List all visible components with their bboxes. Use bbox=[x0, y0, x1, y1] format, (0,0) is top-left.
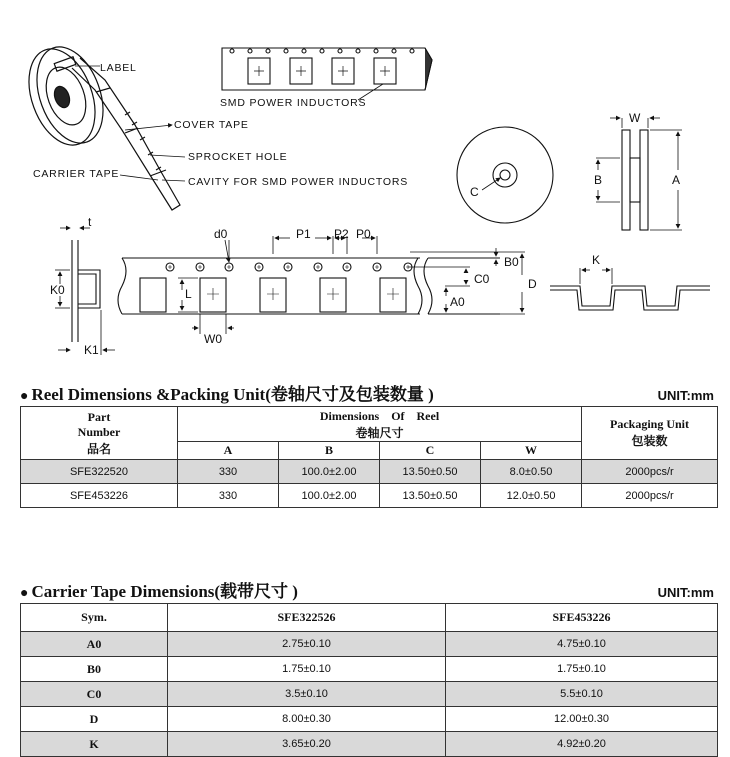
col-w-header: W bbox=[481, 442, 582, 460]
cover-tape-text: COVER TAPE bbox=[174, 119, 249, 131]
value-cell: 8.00±0.30 bbox=[168, 707, 446, 732]
symbol-c0: C0 bbox=[474, 272, 490, 286]
symbol-a0: A0 bbox=[450, 295, 465, 309]
table-row bbox=[21, 657, 718, 682]
leader-lines bbox=[75, 66, 185, 181]
table-row bbox=[21, 632, 718, 657]
reel-front-view bbox=[457, 127, 553, 223]
part-cell: SFE453226 bbox=[21, 484, 178, 508]
packaging-diagram bbox=[0, 0, 730, 370]
symbol-d: D bbox=[528, 277, 537, 291]
b-cell: 100.0±2.00 bbox=[279, 460, 380, 484]
c-cell: 13.50±0.50 bbox=[380, 460, 481, 484]
reel-illustration bbox=[17, 38, 180, 210]
reel-title-text: Reel Dimensions &Packing Unit(卷轴尺寸及包装数量 ) bbox=[31, 385, 434, 404]
reel-unit: UNIT:mm bbox=[657, 388, 714, 403]
value-cell: 4.92±0.20 bbox=[446, 732, 718, 757]
table-row bbox=[21, 732, 718, 757]
packaging-header bbox=[582, 407, 718, 460]
symbol-k0: K0 bbox=[50, 283, 65, 297]
packaging-header-en: Packaging Unit bbox=[610, 417, 690, 431]
value-cell: 2.75±0.10 bbox=[168, 632, 446, 657]
carrier-tape-text: CARRIER TAPE bbox=[33, 168, 120, 180]
sym-cell: B0 bbox=[21, 657, 168, 682]
reel-side-view bbox=[596, 118, 682, 230]
symbol-w0: W0 bbox=[204, 332, 222, 346]
carrier-title-text: Carrier Tape Dimensions(载带尺寸 ) bbox=[31, 582, 298, 601]
reel-table bbox=[20, 406, 718, 508]
cavity-text: CAVITY FOR SMD POWER INDUCTORS bbox=[188, 176, 409, 188]
part-header-line2: Number bbox=[77, 424, 121, 439]
col-c-header: C bbox=[380, 442, 481, 460]
part-number-header bbox=[21, 407, 178, 460]
table-row bbox=[21, 682, 718, 707]
carrier-section-title bbox=[20, 577, 298, 602]
pack-cell: 2000pcs/r bbox=[582, 460, 718, 484]
symbol-b0: B0 bbox=[504, 255, 519, 269]
part-header-line1: Part bbox=[87, 409, 111, 424]
carrier-unit: UNIT:mm bbox=[657, 585, 714, 600]
value-cell: 5.5±0.10 bbox=[446, 682, 718, 707]
carrier-table bbox=[20, 603, 718, 757]
symbol-t: t bbox=[88, 215, 92, 229]
sfe453226-header: SFE453226 bbox=[446, 604, 718, 632]
dimensions-header-cn: 卷轴尺寸 bbox=[355, 426, 404, 440]
packaging-header-cn: 包装数 bbox=[631, 434, 668, 448]
bullet-icon: ● bbox=[20, 389, 29, 404]
value-cell: 4.75±0.10 bbox=[446, 632, 718, 657]
pocket-profile bbox=[550, 268, 710, 310]
table-row bbox=[21, 484, 718, 508]
symbol-p0: P0 bbox=[356, 227, 371, 241]
c-cell: 13.50±0.50 bbox=[380, 484, 481, 508]
symbol-p1: P1 bbox=[296, 227, 311, 241]
w-cell: 12.0±0.50 bbox=[481, 484, 582, 508]
value-cell: 3.5±0.10 bbox=[168, 682, 446, 707]
symbol-k: K bbox=[592, 253, 601, 267]
sym-cell: D bbox=[21, 707, 168, 732]
label-text: LABEL bbox=[100, 62, 137, 74]
part-cell: SFE322520 bbox=[21, 460, 178, 484]
symbol-d0: d0 bbox=[214, 227, 228, 241]
symbol-w: W bbox=[629, 111, 641, 125]
pack-cell: 2000pcs/r bbox=[582, 484, 718, 508]
a-cell: 330 bbox=[178, 460, 279, 484]
smd-power-inductors-text: SMD POWER INDUCTORS bbox=[220, 97, 367, 109]
sym-cell: K bbox=[21, 732, 168, 757]
packaging-drawing bbox=[0, 0, 730, 370]
sym-cell: C0 bbox=[21, 682, 168, 707]
table-row bbox=[21, 460, 718, 484]
symbol-b: B bbox=[594, 173, 603, 187]
reel-section-title bbox=[20, 380, 434, 405]
col-a-header: A bbox=[178, 442, 279, 460]
symbol-a: A bbox=[672, 173, 681, 187]
symbol-k1: K1 bbox=[84, 343, 99, 357]
carrier-tape-plan bbox=[118, 236, 525, 334]
tape-strip-top bbox=[222, 48, 432, 100]
w-cell: 8.0±0.50 bbox=[481, 460, 582, 484]
col-b-header: B bbox=[279, 442, 380, 460]
value-cell: 3.65±0.20 bbox=[168, 732, 446, 757]
value-cell: 12.00±0.30 bbox=[446, 707, 718, 732]
sym-header: Sym. bbox=[21, 604, 168, 632]
value-cell: 1.75±0.10 bbox=[168, 657, 446, 682]
bullet-icon: ● bbox=[20, 586, 29, 601]
value-cell: 1.75±0.10 bbox=[446, 657, 718, 682]
symbol-c: C bbox=[470, 185, 479, 199]
dimensions-header-en: Dimensions Of Reel bbox=[319, 409, 440, 423]
b-cell: 100.0±2.00 bbox=[279, 484, 380, 508]
sfe322526-header: SFE322526 bbox=[168, 604, 446, 632]
sprocket-hole-text: SPROCKET HOLE bbox=[188, 151, 288, 163]
a-cell: 330 bbox=[178, 484, 279, 508]
dimensions-header bbox=[178, 407, 582, 442]
table-row bbox=[21, 707, 718, 732]
sym-cell: A0 bbox=[21, 632, 168, 657]
part-header-cn: 品名 bbox=[86, 441, 111, 456]
symbol-p2: P2 bbox=[334, 227, 349, 241]
symbol-l: L bbox=[185, 287, 192, 301]
